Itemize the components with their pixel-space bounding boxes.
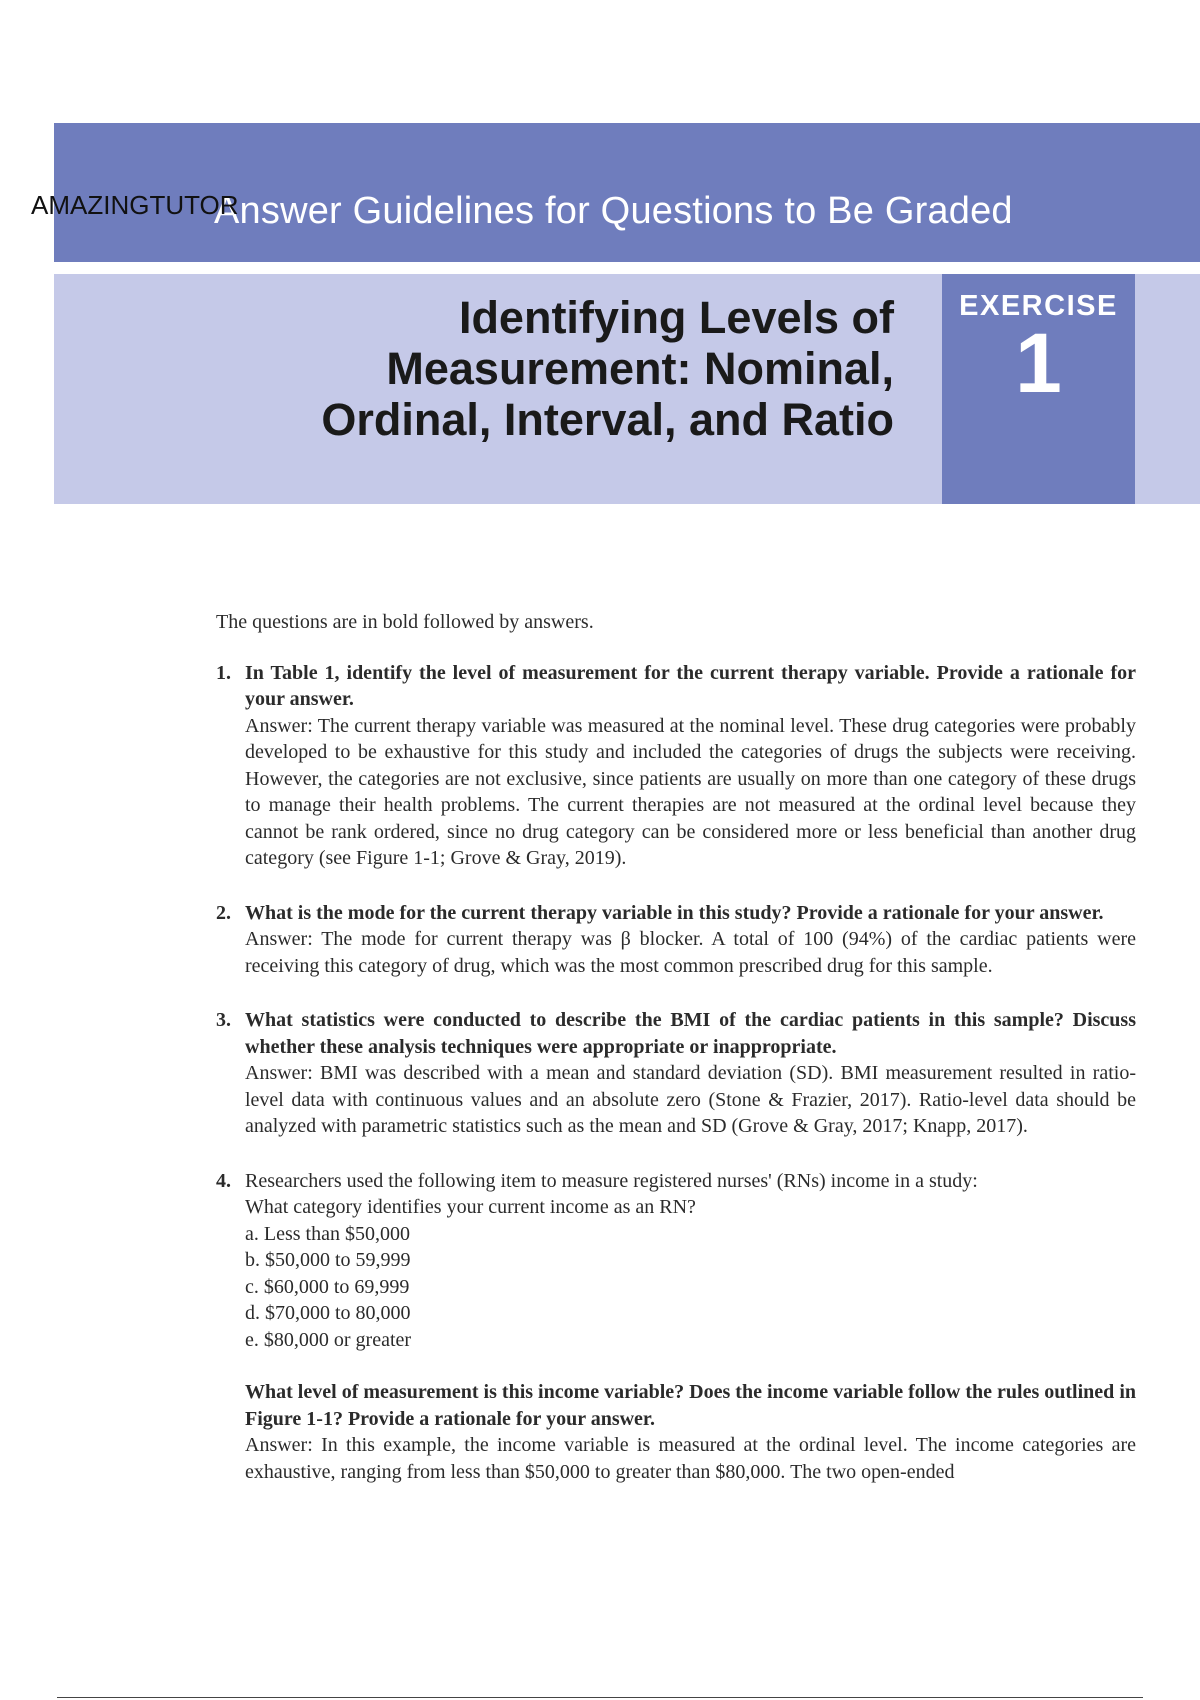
- question-text: What level of measurement is this income variable? Does the income variable follow the rules outlined in Figure 1-1? Provide a rationale for your answer.: [245, 1381, 1136, 1430]
- intro-text: The questions are in bold followed by answers.: [216, 611, 594, 633]
- banner-title: Answer Guidelines for Questions to Be Graded: [214, 190, 1013, 232]
- question-text: What statistics were conducted to describe the BMI of the cardiac patients in this sample? Discuss whether these analysis techniques were appropriate or inappropriate.: [245, 1009, 1136, 1058]
- option-item: c. $60,000 to 69,999: [245, 1275, 410, 1298]
- chapter-title-line: Ordinal, Interval, and Ratio: [321, 394, 894, 445]
- question-list: [216, 660, 1136, 1486]
- page-divider: [57, 1697, 1143, 1698]
- question-item: [216, 1168, 1136, 1486]
- option-item: b. $50,000 to 59,999: [245, 1249, 411, 1271]
- survey-prompt: What category identifies your current income as an RN?: [245, 1196, 696, 1218]
- exercise-label: EXERCISE: [959, 290, 1118, 322]
- question-number: 1.: [216, 661, 231, 684]
- answer-text: Answer: In this example, the income variable is measured at the ordinal level. The income categories are exhaustive, ranging from less than $50,000 to greater than $80,000. The two open-ended: [245, 1434, 1136, 1483]
- question-item: [216, 660, 1136, 872]
- income-options: [245, 1221, 1136, 1354]
- question-text: In Table 1, identify the level of measurement for the current therapy variable. Provide a rationale for your answer.: [245, 661, 1136, 710]
- option-item: e. $80,000 or greater: [245, 1328, 412, 1351]
- answer-text: Answer: The current therapy variable was measured at the nominal level. These drug categories were probably developed to be exhaustive for this study and included the categories of drugs the subjects were receiving. However, the categories are not exclusive, since patients are usually on more than one category of these drugs to manage their health problems. The current therapies are not measured at the ordinal level because they cannot be rank ordered, since no drug category can be considered more or less beneficial than another drug category (see Figure 1-1; Grove & Gray, 2019).: [245, 714, 1136, 869]
- chapter-title-line: Identifying Levels of: [458, 292, 894, 343]
- question-text: What is the mode for the current therapy variable in this study? Provide a rationale for your answer.: [245, 901, 1104, 924]
- question-stem: Researchers used the following item to measure registered nurses' (RNs) income in a study:: [245, 1169, 978, 1192]
- option-item: a. Less than $50,000: [245, 1222, 410, 1245]
- answer-text: Answer: The mode for current therapy was β blocker. A total of 100 (94%) of the cardiac patients were receiving this category of drug, which was the most common prescribed drug for this sample.: [245, 928, 1136, 977]
- chapter-title-line: Measurement: Nominal,: [386, 343, 894, 394]
- question-item: [216, 900, 1136, 980]
- document-body: [216, 609, 1136, 1513]
- question-number: 4.: [216, 1169, 231, 1192]
- exercise-number: 1: [1015, 316, 1062, 410]
- question-item: [216, 1007, 1136, 1140]
- chapter-title: [254, 292, 894, 445]
- question-number: 3.: [216, 1009, 231, 1031]
- watermark-text: AMAZINGTUTOR: [31, 190, 239, 220]
- question-number: 2.: [216, 901, 231, 924]
- answer-text: Answer: BMI was described with a mean and standard deviation (SD). BMI measurement resulted in ratio-level data with continuous values and an absolute zero (Stone & Frazier, 2017). Ratio-level data should be analyzed with parametric statistics such as the mean and SD (Grove & Gray, 2017; Knapp, 2017).: [245, 1062, 1136, 1137]
- option-item: d. $70,000 to 80,000: [245, 1302, 411, 1324]
- exercise-badge: [942, 274, 1135, 504]
